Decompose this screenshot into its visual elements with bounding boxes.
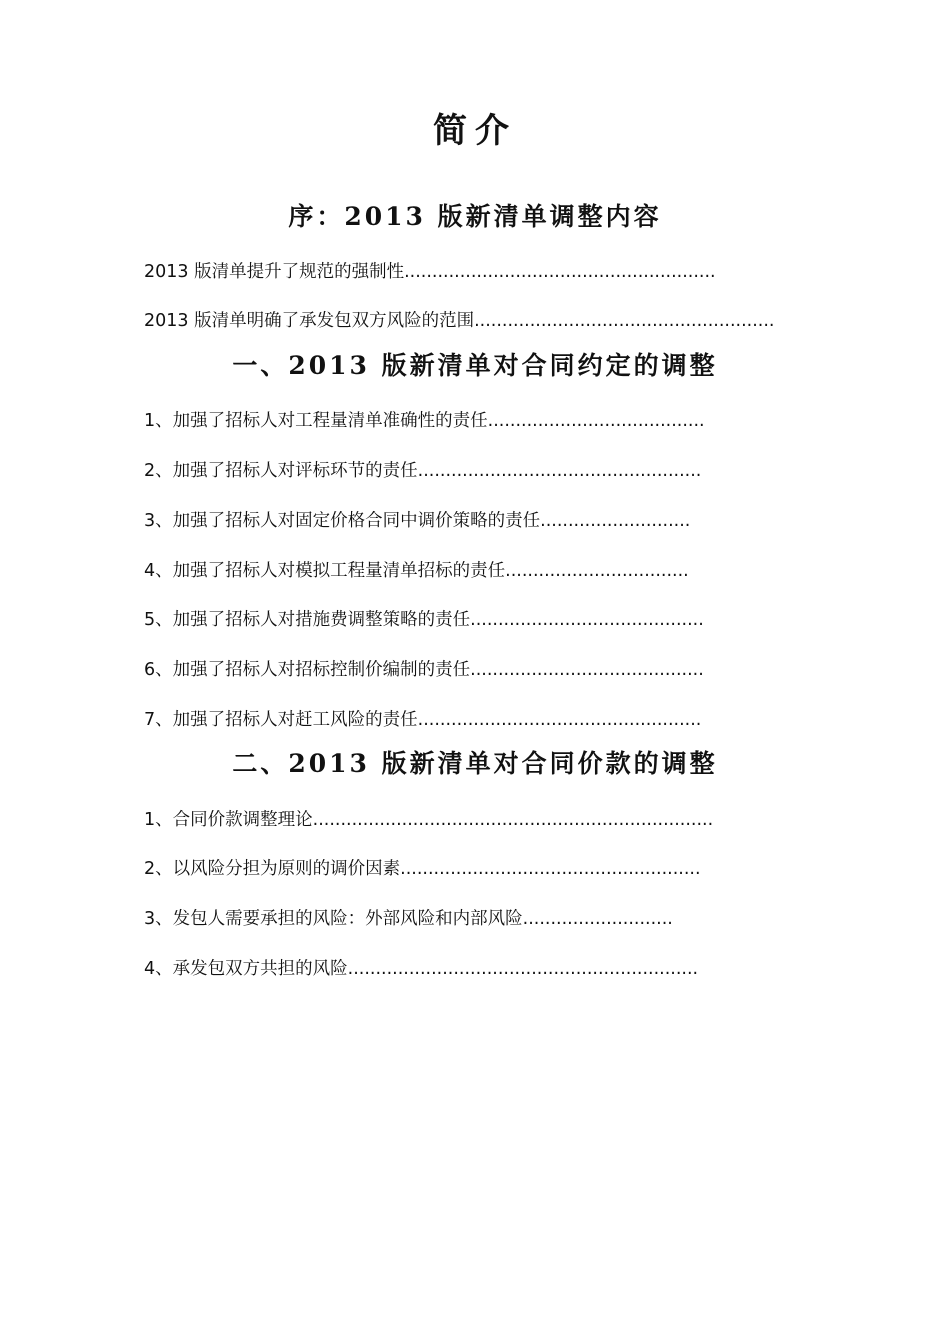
toc-entry-title: 2、以风险分担为原则的调价因素 — [144, 859, 401, 879]
toc-entry[interactable] — [144, 808, 713, 832]
toc-leader-dots: .......................................... — [470, 610, 704, 630]
section-heading-contract-price: 二、2013 版新清单对合同价款的调整 — [232, 749, 718, 778]
toc-leader-dots: ....................................... — [487, 411, 705, 431]
toc-leader-dots: ................................................... — [417, 710, 702, 730]
toc-entry[interactable] — [144, 708, 701, 732]
toc-entry[interactable] — [144, 957, 698, 981]
toc-entry[interactable] — [144, 260, 716, 284]
section-heading-preface: 序：2013 版新清单调整内容 — [288, 202, 662, 231]
toc-leader-dots: ........................... — [540, 511, 691, 531]
toc-leader-dots: ...................................................... — [400, 859, 701, 879]
toc-leader-dots: ................................. — [505, 561, 689, 581]
toc-entry-title: 1、加强了招标人对工程量清单准确性的责任 — [144, 411, 488, 431]
toc-entry-title: 2、加强了招标人对评标环节的责任 — [144, 461, 418, 481]
toc-entry-title: 6、加强了招标人对招标控制价编制的责任 — [144, 660, 471, 680]
toc-leader-dots: ................................................... — [417, 461, 702, 481]
toc-entry-title: 3、发包人需要承担的风险：外部风险和内部风险 — [144, 909, 523, 929]
toc-entry-title: 1、合同价款调整理论 — [144, 810, 313, 830]
section-heading-contract-terms: 一、2013 版新清单对合同约定的调整 — [232, 351, 718, 380]
toc-leader-dots: ............................................................... — [347, 959, 699, 979]
toc-entry-title: 4、承发包双方共担的风险 — [144, 959, 348, 979]
toc-entry[interactable] — [144, 559, 689, 583]
toc-entry[interactable] — [144, 857, 701, 881]
toc-leader-dots: ........................................................................ — [312, 810, 714, 830]
toc-entry[interactable] — [144, 608, 704, 632]
toc-entry[interactable] — [144, 409, 705, 433]
toc-entry-title: 7、加强了招标人对赶工风险的责任 — [144, 710, 418, 730]
toc-entry[interactable] — [144, 658, 704, 682]
toc-leader-dots: ........................... — [522, 909, 673, 929]
toc-leader-dots: .......................................... — [470, 660, 704, 680]
toc-entry-title: 4、加强了招标人对模拟工程量清单招标的责任 — [144, 561, 506, 581]
toc-leader-dots: ...................................................... — [474, 311, 775, 331]
toc-entry-title: 2013 版清单明确了承发包双方风险的范围 — [144, 311, 475, 331]
toc-entry-title: 2013 版清单提升了规范的强制性 — [144, 262, 405, 282]
toc-entry[interactable] — [144, 509, 690, 533]
page-title: 简介 — [433, 111, 517, 151]
toc-leader-dots: ........................................................ — [404, 262, 716, 282]
toc-entry[interactable] — [144, 309, 775, 333]
toc-entry[interactable] — [144, 907, 673, 931]
toc-entry-title: 5、加强了招标人对措施费调整策略的责任 — [144, 610, 471, 630]
toc-entry[interactable] — [144, 459, 701, 483]
toc-entry-title: 3、加强了招标人对固定价格合同中调价策略的责任 — [144, 511, 541, 531]
